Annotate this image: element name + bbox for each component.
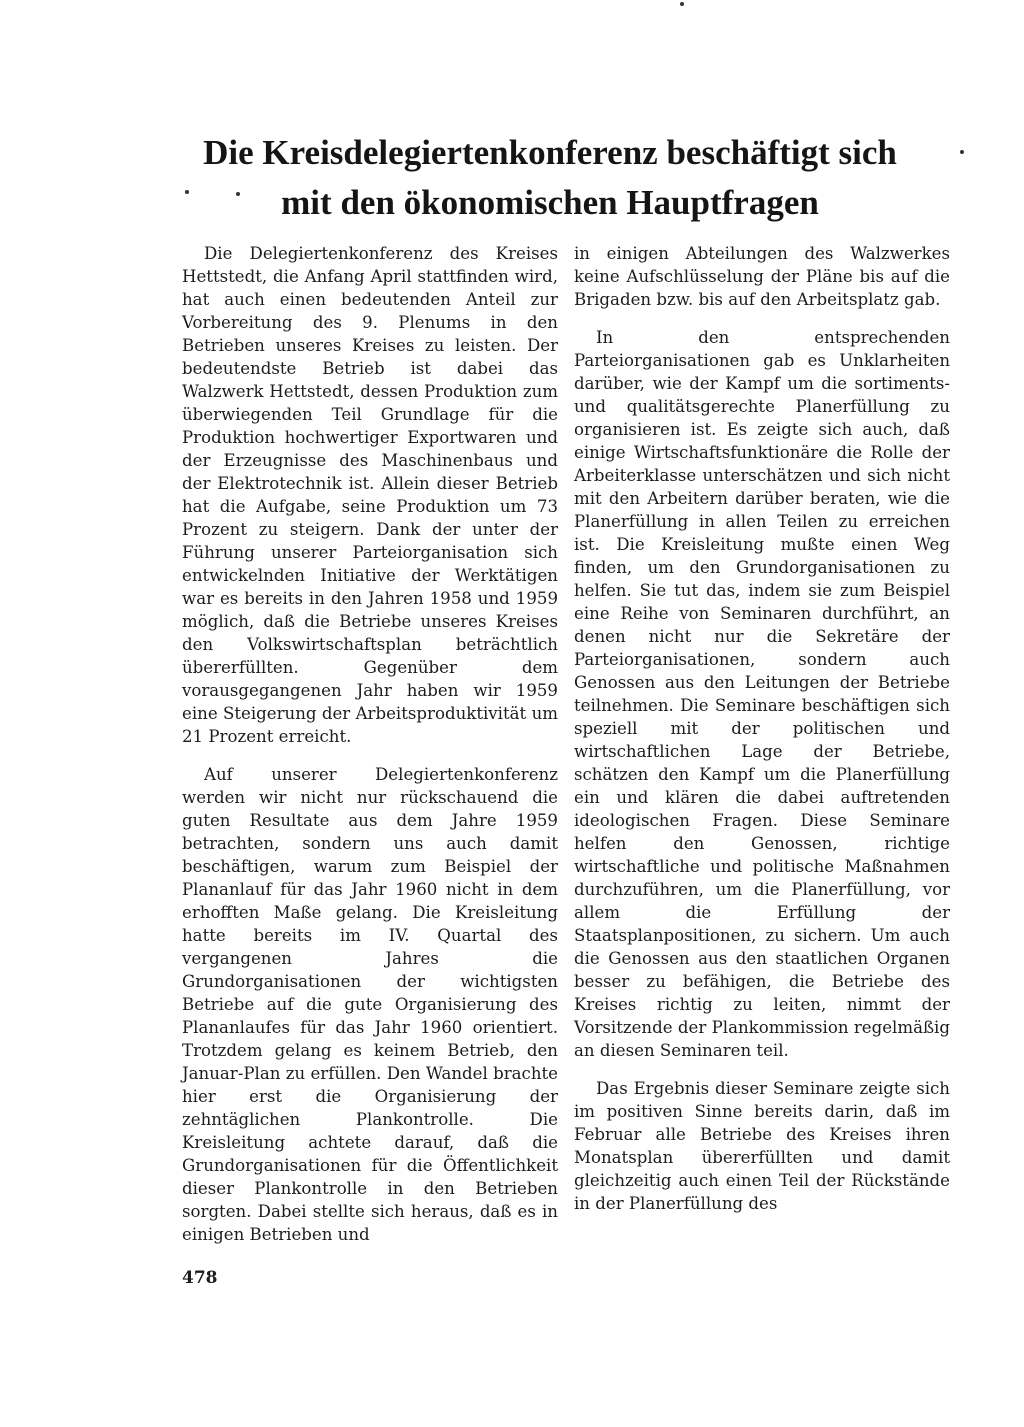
article-title-line-2: mit den ökonomischen Hauptfragen <box>281 183 819 222</box>
page-number: 478 <box>182 1268 218 1288</box>
article-title-line-1: Die Kreisdelegiertenkonferenz beschäftigt sich <box>203 133 897 172</box>
print-speck <box>185 190 189 194</box>
print-speck <box>680 2 684 6</box>
paragraph: Die Delegiertenkonferenz des Kreises Hettstedt, die Anfang April stattfinden wird, hat auch einen bedeutenden Anteil zur Vorbereitung des 9. Plenums in den Betrieben unseres Kreises zu leisten. Der bedeutendste Betrieb ist dabei das Walzwerk Hettstedt, dessen Produktion zum überwiegenden Teil Grundlage für die Produktion hochwertiger Exportwaren und der Erzeugnisse des Maschinenbaus und der Elektrotechnik ist. Allein dieser Betrieb hat die Aufgabe, seine Produktion um 73 Prozent zu steigern. Dank der unter der Führung unserer Parteiorganisation sich entwickelnden Initiative der Werktätigen war es bereits in den Jahren 1958 und 1959 möglich, daß die Betriebe unseres Kreises den Volkswirtschaftsplan beträchtlich übererfüllten. Gegenüber dem vorausgegangenen Jahr haben wir 1959 eine Steigerung der Arbeitsproduktivität um 21 Prozent erreicht. <box>182 244 558 746</box>
paragraph: Auf unserer Delegiertenkonferenz werden wir nicht nur rückschauend die guten Resultate aus dem Jahre 1959 betrachten, sondern uns auch damit beschäftigen, warum zum Beispiel der Plananlauf für das Jahr 1960 nicht in dem erhofften Maße gelang. Die Kreisleitung hatte bereits im IV. Quartal des vergangenen Jahres die Grundorganisationen der wichtigsten Betriebe auf die gute Organisierung des Plananlaufes für das Jahr 1960 orientiert. Trotzdem gelang es keinem Betrieb, den Januar-Plan zu erfüllen. Den Wandel brachte hier erst die Organisierung der zehntäglichen Plankontrolle. Die Kreisleitung achtete darauf, daß die Grundorganisationen für die Öffentlichkeit dieser Plankontrolle in den Betrieben sorgten. Dabei stellte sich heraus, daß es in einigen Betrieben und <box>182 765 558 1244</box>
print-speck <box>236 192 240 196</box>
left-column <box>182 242 558 1261</box>
paragraph-continuation: in einigen Abteilungen des Walzwerkes keine Aufschlüsselung der Pläne bis auf die Brigaden bzw. bis auf den Arbeitsplatz gab. <box>574 244 950 309</box>
paragraph: In den entsprechenden Parteiorganisationen gab es Unklarheiten darüber, wie der Kampf um die sortiments- und qualitätsgerechte Planerfüllung zu organisieren ist. Es zeigte sich auch, daß einige Wirtschaftsfunktionäre die Rolle der Arbeiterklasse unterschätzen und sich nicht mit den Arbeitern darüber beraten, wie die Planerfüllung in allen Teilen zu erreichen ist. Die Kreisleitung mußte einen Weg finden, um den Grundorganisationen zu helfen. Sie tut das, indem sie zum Beispiel eine Reihe von Seminaren durchführt, an denen nicht nur die Sekretäre der Parteiorganisationen, sondern auch Genossen aus den Leitungen der Betriebe teilnehmen. Die Seminare beschäftigen sich speziell mit der politischen und wirtschaftlichen Lage der Betriebe, schätzen den Kampf um die Planerfüllung ein und klären die dabei auftretenden ideologischen Fragen. Diese Seminare helfen den Genossen, richtige wirtschaftliche und politische Maßnahmen durchzuführen, um die Planerfüllung, vor allem die Erfüllung der Staatsplanpositionen, zu sichern. Um auch die Genossen aus den staatlichen Organen besser zu befähigen, die Betriebe des Kreises richtig zu leiten, nimmt der Vorsitzende der Plankommission regelmäßig an diesen Seminaren teil. <box>574 328 950 1060</box>
print-speck <box>960 150 964 154</box>
article-title <box>150 128 950 228</box>
right-column <box>574 242 950 1230</box>
paragraph: Das Ergebnis dieser Seminare zeigte sich im positiven Sinne bereits darin, daß im Februar alle Betriebe des Kreises ihren Monatsplan übererfüllten und damit gleichzeitig auch einen Teil der Rückstände in der Planerfüllung des <box>574 1079 950 1213</box>
